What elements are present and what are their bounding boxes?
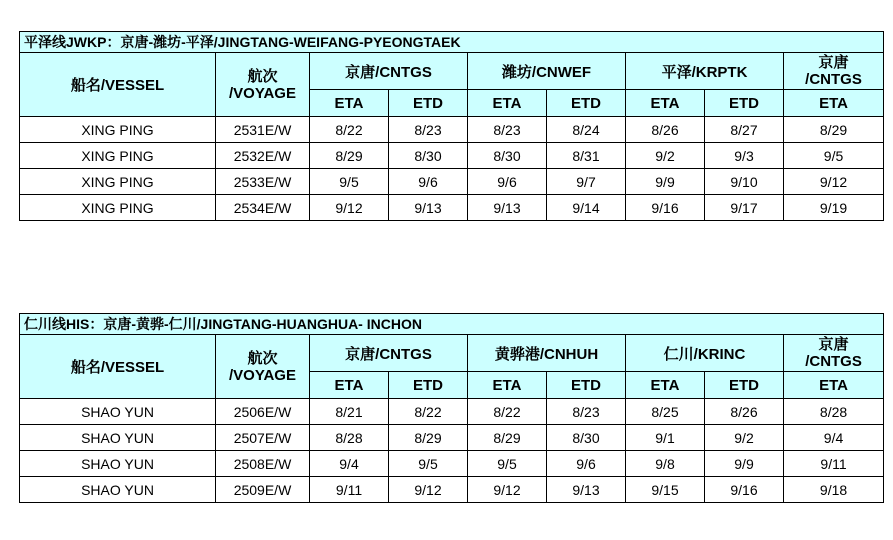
voyage-cell: 2506E/W [216,399,310,425]
vessel-cell: SHAO YUN [20,399,216,425]
etd-header: ETD [547,90,626,117]
vessel-cell: SHAO YUN [20,451,216,477]
vessel-cell: XING PING [20,143,216,169]
port-header-3: 仁川/KRINC [626,335,784,372]
date-cell: 9/10 [705,169,784,195]
table-row [20,195,884,221]
vessel-cell: SHAO YUN [20,425,216,451]
port-header-2: 潍坊/CNWEF [468,53,626,90]
date-cell: 9/5 [389,451,468,477]
voyage-header [216,335,310,399]
date-cell: 9/12 [310,195,389,221]
date-cell: 8/26 [705,399,784,425]
date-cell: 9/8 [626,451,705,477]
date-cell: 8/22 [468,399,547,425]
vessel-cell: XING PING [20,195,216,221]
date-cell: 9/15 [626,477,705,503]
voyage-cell: 2531E/W [216,117,310,143]
voyage-header-line1: 航次 [247,349,278,367]
table-title: 仁川线HIS：京唐-黄骅-仁川/JINGTANG-HUANGHUA- INCHON [20,314,884,335]
last-port-line1: 京唐 [818,54,849,71]
voyage-header-line2: /VOYAGE [229,366,296,384]
voyage-cell: 2508E/W [216,451,310,477]
last-port-line2: /CNTGS [805,71,862,88]
date-cell: 9/2 [705,425,784,451]
last-port-line2: /CNTGS [805,353,862,370]
date-cell: 8/28 [784,399,884,425]
voyage-cell: 2532E/W [216,143,310,169]
vessel-header: 船名/VESSEL [20,335,216,399]
date-cell: 9/13 [389,195,468,221]
vessel-cell: XING PING [20,117,216,143]
date-cell: 9/7 [547,169,626,195]
date-cell: 9/3 [705,143,784,169]
date-cell: 8/31 [547,143,626,169]
eta-header: ETA [626,90,705,117]
etd-header: ETD [389,90,468,117]
date-cell: 9/18 [784,477,884,503]
table-row [20,399,884,425]
date-cell: 8/30 [547,425,626,451]
table-title: 平泽线JWKP：京唐-潍坊-平泽/JINGTANG-WEIFANG-PYEONGTAEK [20,32,884,53]
port-header-1: 京唐/CNTGS [310,335,468,372]
date-cell: 8/27 [705,117,784,143]
date-cell: 9/5 [310,169,389,195]
vessel-header: 船名/VESSEL [20,53,216,117]
date-cell: 9/12 [468,477,547,503]
schedule-table-pyeongtaek [19,31,884,221]
vessel-cell: XING PING [20,169,216,195]
eta-header: ETA [310,90,389,117]
table-row [20,451,884,477]
date-cell: 8/22 [310,117,389,143]
voyage-cell: 2507E/W [216,425,310,451]
date-cell: 9/16 [705,477,784,503]
date-cell: 8/26 [626,117,705,143]
eta-header: ETA [784,372,884,399]
date-cell: 8/25 [626,399,705,425]
date-cell: 9/2 [626,143,705,169]
etd-header: ETD [705,90,784,117]
vessel-cell: SHAO YUN [20,477,216,503]
voyage-header-line2: /VOYAGE [229,84,296,102]
date-cell: 8/22 [389,399,468,425]
table-row [20,143,884,169]
table-row [20,425,884,451]
date-cell: 8/30 [389,143,468,169]
date-cell: 8/30 [468,143,547,169]
date-cell: 9/11 [784,451,884,477]
table-row [20,477,884,503]
date-cell: 9/6 [547,451,626,477]
date-cell: 9/5 [468,451,547,477]
etd-header: ETD [389,372,468,399]
date-cell: 9/19 [784,195,884,221]
etd-header: ETD [547,372,626,399]
date-cell: 9/14 [547,195,626,221]
date-cell: 9/11 [310,477,389,503]
eta-header: ETA [784,90,884,117]
date-cell: 8/23 [389,117,468,143]
schedule-table-inchon [19,313,884,503]
date-cell: 9/6 [389,169,468,195]
port-header-2: 黄骅港/CNHUH [468,335,626,372]
voyage-header [216,53,310,117]
date-cell: 8/28 [310,425,389,451]
voyage-cell: 2509E/W [216,477,310,503]
date-cell: 9/6 [468,169,547,195]
date-cell: 9/12 [389,477,468,503]
date-cell: 9/4 [784,425,884,451]
voyage-header-line1: 航次 [247,67,278,85]
date-cell: 8/29 [468,425,547,451]
date-cell: 9/9 [705,451,784,477]
table-row [20,169,884,195]
date-cell: 9/1 [626,425,705,451]
etd-header: ETD [705,372,784,399]
date-cell: 9/5 [784,143,884,169]
port-header-1: 京唐/CNTGS [310,53,468,90]
date-cell: 9/13 [468,195,547,221]
date-cell: 8/29 [389,425,468,451]
port-header-3: 平泽/KRPTK [626,53,784,90]
date-cell: 9/17 [705,195,784,221]
eta-header: ETA [468,90,547,117]
last-port-line1: 京唐 [818,336,849,353]
date-cell: 8/21 [310,399,389,425]
date-cell: 9/13 [547,477,626,503]
table-row [20,117,884,143]
date-cell: 8/29 [784,117,884,143]
date-cell: 9/4 [310,451,389,477]
port-header-last [784,335,884,372]
date-cell: 9/16 [626,195,705,221]
date-cell: 9/12 [784,169,884,195]
eta-header: ETA [626,372,705,399]
date-cell: 8/23 [468,117,547,143]
date-cell: 8/24 [547,117,626,143]
date-cell: 8/23 [547,399,626,425]
date-cell: 9/9 [626,169,705,195]
eta-header: ETA [468,372,547,399]
voyage-cell: 2533E/W [216,169,310,195]
voyage-cell: 2534E/W [216,195,310,221]
port-header-last [784,53,884,90]
eta-header: ETA [310,372,389,399]
date-cell: 8/29 [310,143,389,169]
